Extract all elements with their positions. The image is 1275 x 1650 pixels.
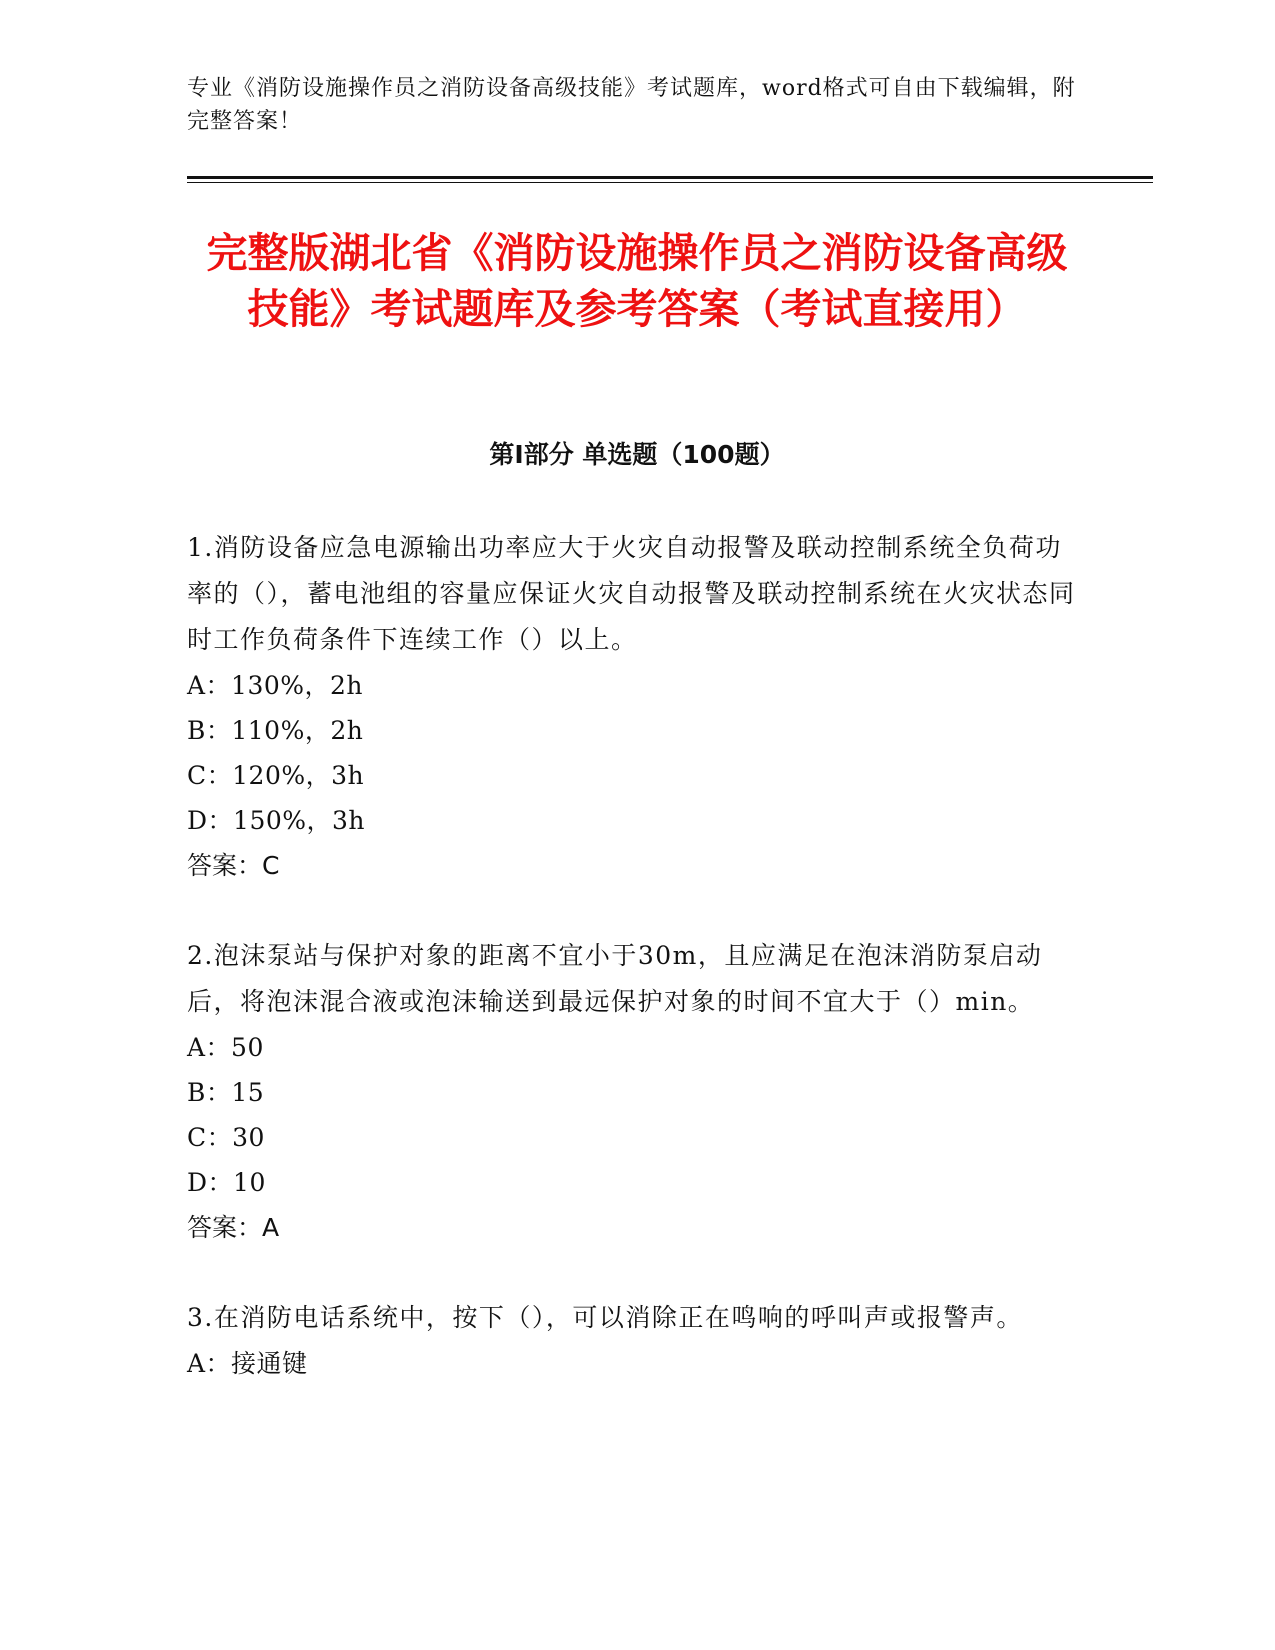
question-1 — [187, 525, 1087, 888]
option-d: D：10 — [187, 1168, 266, 1197]
header-note: 专业《消防设施操作员之消防设备高级技能》考试题库，word格式可自由下载编辑，附完整答案！ — [187, 76, 1076, 134]
option-a: A：50 — [187, 1033, 264, 1062]
header-divider-thin — [187, 182, 1153, 183]
header-divider-thick — [187, 176, 1153, 179]
document-title: 完整版湖北省《消防设施操作员之消防设备高级技能》考试题库及参考答案（考试直接用） — [206, 229, 1068, 333]
section-heading: 第Ⅰ部分 单选题（100题） — [489, 440, 785, 469]
question-stem: 3.在消防电话系统中，按下（），可以消除正在鸣响的呼叫声或报警声。 — [187, 1303, 1023, 1332]
question-stem: 2.泡沫泵站与保护对象的距离不宜小于30m，且应满足在泡沫消防泵启动后，将泡沫混合液或泡沫输送到最远保护对象的时间不宜大于（）min。 — [187, 941, 1043, 1016]
answer-line: 答案：C — [187, 851, 280, 880]
option-b: B：110%，2h — [187, 716, 364, 745]
question-list — [187, 525, 1087, 1431]
option-b: B：15 — [187, 1078, 265, 1107]
option-a: A：130%，2h — [187, 671, 364, 700]
option-c: C：30 — [187, 1123, 265, 1152]
option-a: A：接通键 — [187, 1349, 308, 1378]
question-stem: 1.消防设备应急电源输出功率应大于火灾自动报警及联动控制系统全负荷功率的（），蓄电池组的容量应保证火灾自动报警及联动控制系统在火灾状态同时工作负荷条件下连续工作（）以上。 — [187, 533, 1076, 654]
question-2 — [187, 933, 1087, 1250]
answer-line: 答案：A — [187, 1213, 280, 1242]
option-d: D：150%，3h — [187, 806, 366, 835]
question-3 — [187, 1295, 1087, 1386]
option-c: C：120%，3h — [187, 761, 365, 790]
